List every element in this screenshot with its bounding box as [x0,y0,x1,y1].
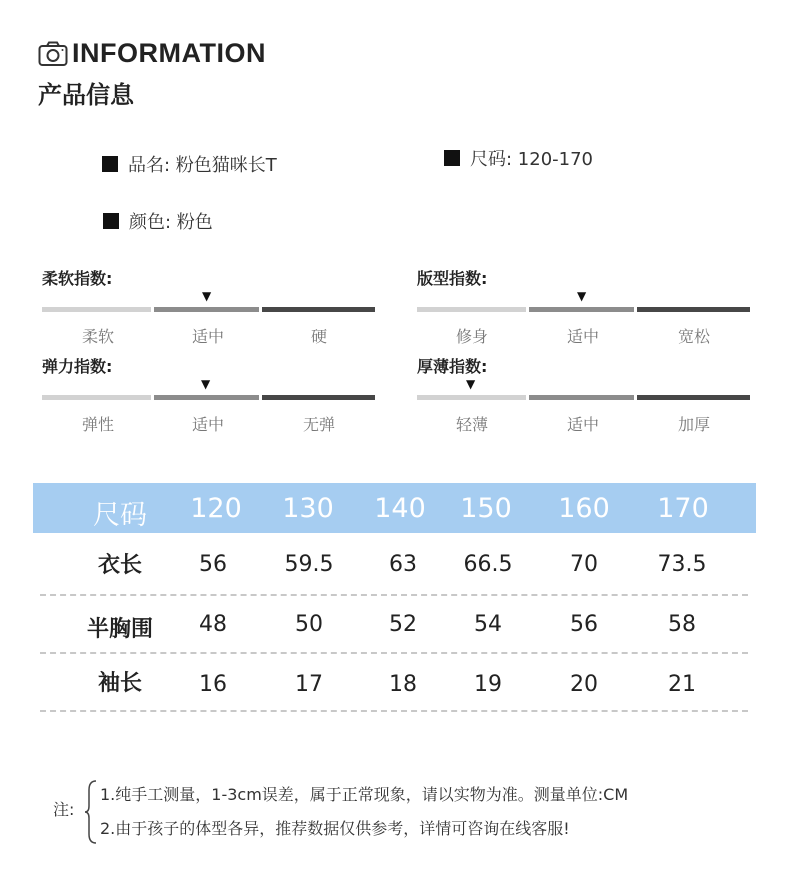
row-divider [40,652,748,654]
size-header-cell: 170 [657,493,709,524]
info-size [444,145,593,171]
scale-label: 硬 [310,327,328,346]
size-header-label: 尺码 [93,500,147,531]
table-cell: 20 [570,672,598,697]
scale-segment-low [417,395,526,400]
size-header-cell: 120 [190,493,242,524]
scale-label: 适中 [191,327,225,346]
table-cell: 21 [668,672,696,697]
scale-title: 厚薄指数: [417,357,488,376]
row-label: 半胸围 [86,617,154,642]
scale-segment-mid [529,307,634,312]
scale-label: 轻薄 [455,415,489,434]
scale-title: 版型指数: [417,269,488,288]
size-header-cell: 130 [282,493,334,524]
square-bullet-icon [102,156,118,172]
scale-labels [417,412,750,432]
header-title-row [38,38,266,69]
row-divider [40,710,748,712]
scale-segment-high [637,307,750,312]
table-cell: 50 [295,612,323,637]
table-cell: 70 [570,552,598,577]
scale-label: 加厚 [677,415,711,434]
table-cell: 56 [199,552,227,577]
scale-bar [42,307,375,312]
scale-title: 柔软指数: [42,269,113,288]
scale-labels [42,324,375,344]
scale-label: 修身 [455,327,489,346]
scale-segment-mid [529,395,634,400]
scale-labels [417,324,750,344]
table-cell: 17 [295,672,323,697]
table-cell: 52 [389,612,417,637]
scale-bar [417,395,750,400]
scale-bar [42,395,375,400]
triangle-down-icon: ▼ [202,289,212,303]
scale-label: 适中 [566,415,600,434]
scale-title: 弹力指数: [42,357,113,376]
table-cell: 56 [570,612,598,637]
scale-label: 无弹 [302,415,336,434]
table-cell: 59.5 [284,552,334,577]
table-row [33,608,756,648]
size-header-cell: 150 [460,493,512,524]
info-header [38,38,266,110]
notes-prefix: 注: [53,800,75,819]
triangle-down-icon: ▼ [201,377,211,391]
note-line: 2.由于孩子的体型各异，推荐数据仅供参考，详情可咨询在线客服! [100,819,570,838]
triangle-down-icon: ▼ [577,289,587,303]
scale-labels [42,412,375,432]
header-title: INFORMATION [72,38,266,68]
info-color [103,208,213,234]
square-bullet-icon [103,213,119,229]
table-cell: 58 [668,612,696,637]
info-name-text: 品名: 粉色猫咪长T [128,155,277,176]
size-table-header [33,483,756,533]
table-cell: 66.5 [463,552,513,577]
row-divider [40,594,748,596]
scale-segment-high [637,395,750,400]
scale-segment-high [262,307,375,312]
table-row [33,666,756,706]
scale-label: 柔软 [81,327,115,346]
scale-label: 适中 [566,327,600,346]
row-label: 袖长 [97,671,143,696]
info-color-text: 颜色: 粉色 [129,212,213,233]
curly-brace-icon [84,780,98,844]
scale-label: 弹性 [81,415,115,434]
row-label: 衣长 [97,553,143,578]
info-size-text: 尺码: 120-170 [470,149,593,170]
scale-bar [417,307,750,312]
table-row [33,548,756,588]
triangle-down-icon: ▼ [466,377,476,391]
scale-segment-low [417,307,526,312]
scale-segment-mid [154,395,259,400]
table-cell: 48 [199,612,227,637]
size-header-cell: 160 [558,493,610,524]
scale-label: 宽松 [677,327,711,346]
size-header-cell: 140 [374,493,426,524]
square-bullet-icon [444,150,460,166]
info-name [102,151,277,177]
table-cell: 73.5 [657,552,707,577]
notes-section [53,778,753,848]
scale-segment-high [262,395,375,400]
scale-label: 适中 [191,415,225,434]
table-cell: 16 [199,672,227,697]
camera-icon [38,41,68,67]
header-subtitle: 产品信息 [38,81,134,109]
table-cell: 18 [389,672,417,697]
scale-segment-low [42,307,151,312]
note-line: 1.纯手工测量，1-3cm误差，属于正常现象，请以实物为准。测量单位:CM [100,785,629,804]
table-cell: 63 [389,552,417,577]
scale-segment-low [42,395,151,400]
scale-segment-mid [154,307,259,312]
table-cell: 19 [474,672,502,697]
table-cell: 54 [474,612,502,637]
